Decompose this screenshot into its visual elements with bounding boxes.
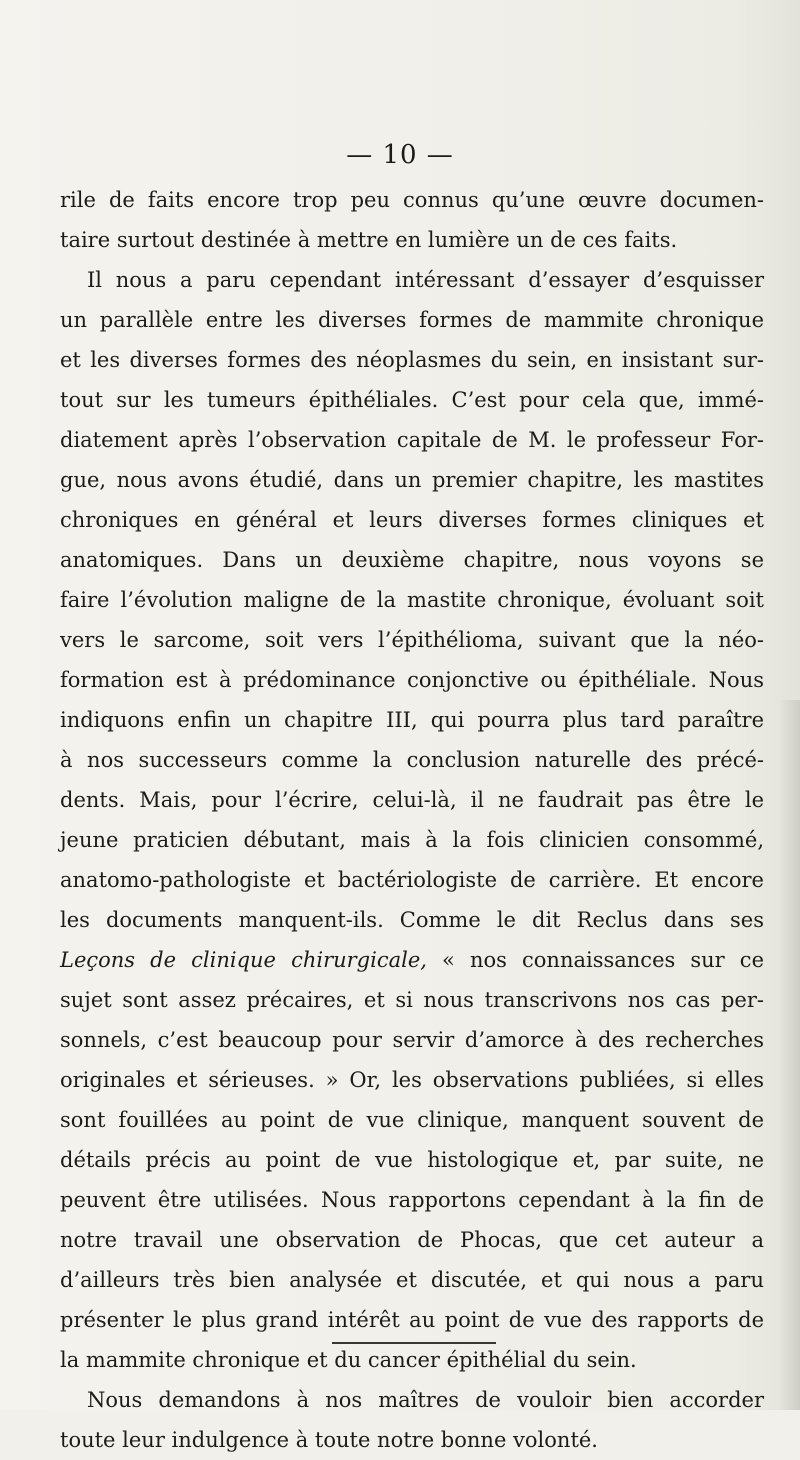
text-line-23: originales et sérieuses. » Or, les observations publiées, si elles [60, 1068, 764, 1092]
quote-start: « nos connaissances sur ce [426, 948, 764, 972]
text-line-25: détails précis au point de vue histologique et, par suite, ne [60, 1148, 764, 1172]
text-line-27: notre travail une observation de Phocas, que cet auteur a [60, 1228, 764, 1252]
body-text [60, 180, 764, 1460]
page-edge-shadow [778, 700, 800, 1410]
text-line-29: présenter le plus grand intérêt au point de vue des rapports de [60, 1308, 764, 1332]
text-line-26: peuvent être utilisées. Nous rapportons cependant à la fin de [60, 1188, 764, 1212]
text-line-11: faire l’évolution maligne de la mastite chronique, évoluant soit [60, 588, 764, 612]
text-line-17: jeune praticien débutant, mais à la fois clinicien consommé, [60, 828, 764, 852]
text-line-4: un parallèle entre les diverses formes de mammite chronique [60, 308, 764, 332]
text-line-31: Nous demandons à nos maîtres de vouloir bien accorder [87, 1388, 764, 1412]
text-line-1: rile de faits encore trop peu connus qu’une œuvre documen- [60, 188, 764, 212]
text-line-3: Il nous a paru cependant intéressant d’essayer d’esquisser [87, 268, 764, 292]
text-line-2: taire surtout destinée à mettre en lumière un de ces faits. [60, 228, 678, 252]
page-number: — 10 — [346, 140, 454, 170]
text-line-28: d’ailleurs très bien analysée et discutée, et qui nous a paru [60, 1268, 764, 1292]
text-line-32: toute leur indulgence à toute notre bonne volonté. [60, 1428, 598, 1452]
paragraph-3 [60, 1380, 764, 1460]
paragraph-2 [60, 260, 764, 1380]
book-title: Leçons de clinique chirurgicale, [60, 948, 427, 972]
paragraph-1 [60, 180, 764, 260]
text-line-18: anatomo-pathologiste et bactériologiste de carrière. Et encore [60, 868, 764, 892]
text-line-21: sujet sont assez précaires, et si nous transcrivons nos cas per- [60, 988, 764, 1012]
text-line-5: et les diverses formes des néoplasmes du sein, en insistant sur- [60, 348, 764, 372]
text-line-12: vers le sarcome, soit vers l’épithélioma, suivant que la néo- [60, 628, 764, 652]
text-line-30: la mammite chronique et du cancer épithélial du sein. [60, 1348, 637, 1372]
text-line-15: à nos successeurs comme la conclusion naturelle des précé- [60, 748, 764, 772]
end-rule-divider [332, 1342, 496, 1344]
text-line-24: sont fouillées au point de vue clinique, manquent souvent de [60, 1108, 764, 1132]
text-line-6: tout sur les tumeurs épithéliales. C’est pour cela que, immé- [60, 388, 764, 412]
text-line-22: sonnels, c’est beaucoup pour servir d’amorce à des recherches [60, 1028, 764, 1052]
text-line-13: formation est à prédominance conjonctive ou épithéliale. Nous [60, 668, 764, 692]
text-line-16: dents. Mais, pour l’écrire, celui-là, il ne faudrait pas être le [60, 788, 764, 812]
text-line-19: les documents manquent-ils. Comme le dit Reclus dans ses [60, 908, 764, 932]
text-line-20 [60, 940, 764, 980]
text-line-10: anatomiques. Dans un deuxième chapitre, nous voyons se [60, 548, 764, 572]
text-line-9: chroniques en général et leurs diverses formes cliniques et [60, 508, 764, 532]
text-line-7: diatement après l’observation capitale de M. le professeur For- [60, 428, 764, 452]
text-line-14: indiquons enfin un chapitre III, qui pourra plus tard paraître [60, 708, 764, 732]
text-line-8: gue, nous avons étudié, dans un premier chapitre, les mastites [60, 468, 764, 492]
